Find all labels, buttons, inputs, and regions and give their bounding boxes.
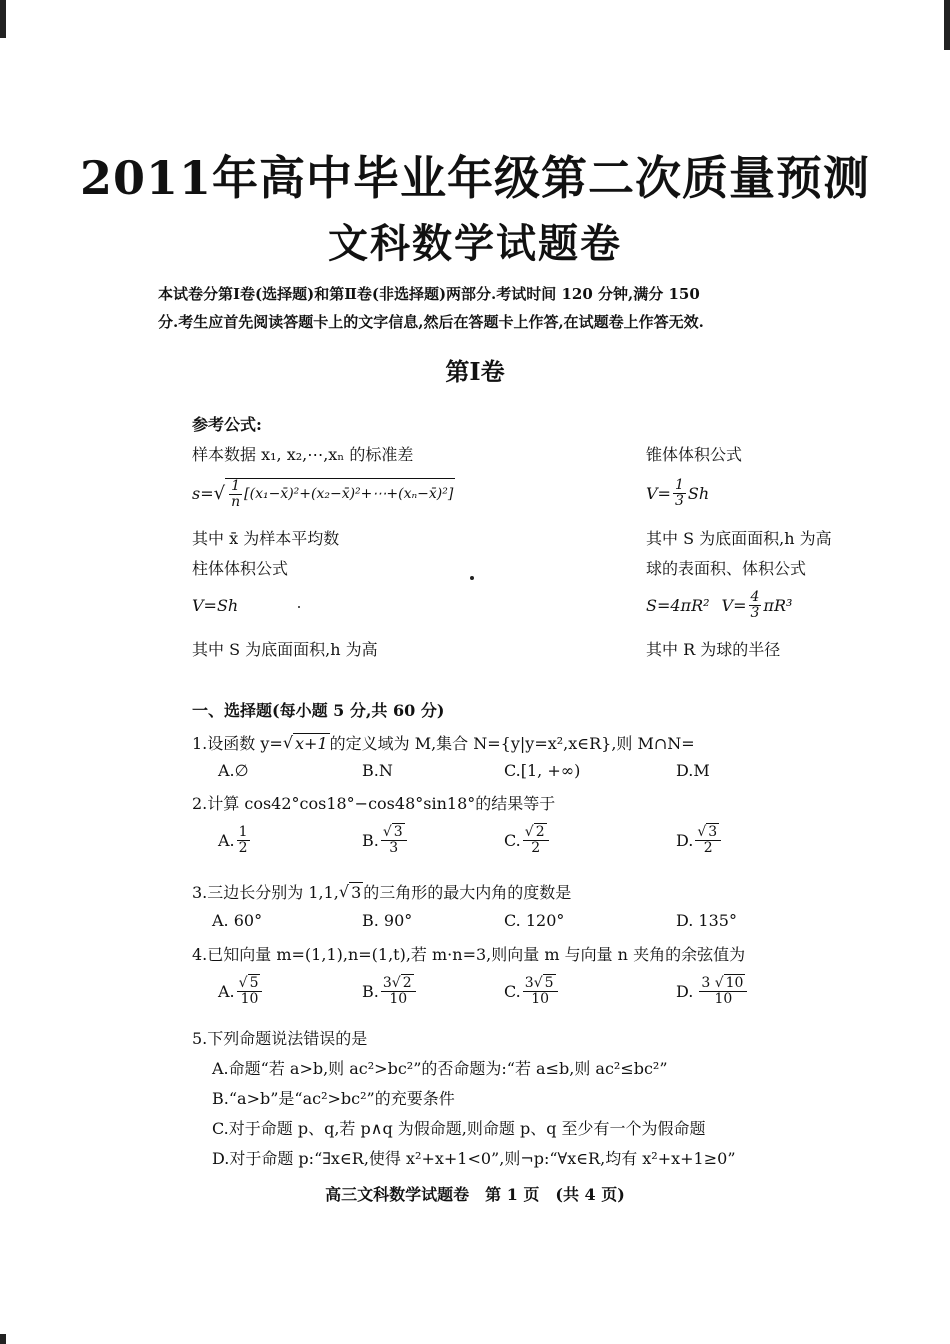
q2-option-c bbox=[504, 825, 551, 855]
scan-speck bbox=[470, 576, 474, 580]
q3-option-d: D. 135° bbox=[676, 911, 737, 930]
q4-option-d bbox=[676, 976, 749, 1006]
q2-d-fraction bbox=[695, 825, 721, 855]
sd-formula bbox=[192, 478, 455, 509]
q4-b-num: 2 bbox=[402, 975, 412, 991]
sd-lhs: s= bbox=[192, 484, 214, 504]
q2-d-label: D. bbox=[676, 830, 694, 850]
q2-b-num: 3 bbox=[393, 824, 403, 840]
q4-a-label: A. bbox=[218, 981, 235, 1001]
q2-c-fraction bbox=[523, 825, 549, 855]
radical-sign: √ bbox=[213, 483, 226, 505]
q2-a-den: 2 bbox=[238, 839, 248, 856]
q2-d-num: 3 bbox=[708, 824, 718, 840]
q4-d-label: D. bbox=[676, 981, 694, 1001]
q4-c-coef: 3 bbox=[524, 975, 534, 991]
q1-option-a: A.∅ bbox=[218, 761, 249, 780]
q3-option-b: B. 90° bbox=[362, 911, 413, 930]
cone-fraction bbox=[673, 478, 686, 508]
sphere-den: 3 bbox=[750, 604, 760, 621]
q2-b-label: B. bbox=[362, 830, 379, 850]
q2-b-num-wrap: √ 3 bbox=[381, 825, 407, 841]
q4-d-fraction bbox=[699, 976, 747, 1006]
cone-note: 其中 S 为底面面积,h 为高 bbox=[646, 529, 832, 548]
q2-c-label: C. bbox=[504, 830, 521, 850]
cone-label: 锥体体积公式 bbox=[646, 445, 743, 464]
q4-d-num: 10 bbox=[725, 975, 744, 991]
exam-subtitle: 文科数学试题卷 bbox=[328, 220, 622, 267]
q4-d-coef: 3 bbox=[701, 975, 711, 991]
sd-note: 其中 x̄ 为样本平均数 bbox=[192, 529, 340, 548]
cylinder-formula: V=Sh bbox=[192, 596, 239, 615]
sd-label: 样本数据 x₁, x₂,⋯,xₙ 的标准差 bbox=[192, 445, 414, 464]
cone-rhs: Sh bbox=[687, 483, 710, 503]
q2-a-label: A. bbox=[218, 830, 235, 850]
cone-den: 3 bbox=[674, 492, 684, 509]
q2-c-den: 2 bbox=[531, 839, 541, 856]
q2-option-a bbox=[218, 825, 252, 855]
sphere-note: 其中 R 为球的半径 bbox=[646, 640, 781, 659]
sphere-area: S=4πR² bbox=[646, 595, 710, 615]
cylinder-note: 其中 S 为底面面积,h 为高 bbox=[192, 640, 378, 659]
q3-stem-b: 的三角形的最大内角的度数是 bbox=[363, 883, 572, 902]
q4-a-fraction bbox=[237, 976, 263, 1006]
q2-b-den: 3 bbox=[389, 839, 399, 856]
q4-c-label: C. bbox=[504, 981, 521, 1001]
question-1-stem bbox=[192, 731, 695, 754]
q4-a-num-wrap: √ 5 bbox=[237, 976, 263, 992]
sphere-label: 球的表面积、体积公式 bbox=[646, 559, 807, 578]
q4-option-c bbox=[504, 976, 560, 1006]
q4-option-b bbox=[362, 976, 418, 1006]
cone-formula bbox=[646, 478, 709, 508]
q3-radicand: 3 bbox=[351, 882, 362, 902]
q5-option-a: A.命题“若 a>b,则 ac²>bc²”的否命题为:“若 a≤b,则 ac²≤bc²” bbox=[212, 1059, 668, 1078]
cylinder-label: 柱体体积公式 bbox=[192, 559, 289, 578]
sd-frac-num: 1 bbox=[231, 478, 241, 494]
section-heading: 一、选择题(每小题 5 分,共 60 分) bbox=[192, 701, 445, 720]
q1-option-c: C.[1, +∞) bbox=[504, 761, 581, 780]
sphere-formula bbox=[646, 590, 792, 620]
q4-a-num: 5 bbox=[249, 975, 259, 991]
q2-c-num: 2 bbox=[535, 824, 545, 840]
radical-sign: √ bbox=[338, 882, 350, 901]
q4-d-num-wrap: 3 √ 10 bbox=[699, 976, 747, 992]
q4-b-label: B. bbox=[362, 981, 379, 1001]
q5-option-b: B.“a>b”是“ac²>bc²”的充要条件 bbox=[212, 1089, 455, 1108]
q2-d-num-wrap: √ 3 bbox=[695, 825, 721, 841]
q4-a-den: 10 bbox=[240, 990, 259, 1007]
q2-option-d bbox=[676, 825, 723, 855]
q1-option-d: D.M bbox=[676, 761, 710, 780]
sd-radicand bbox=[225, 478, 455, 509]
q2-c-num-wrap: √ 2 bbox=[523, 825, 549, 841]
question-5-stem: 5.下列命题说法错误的是 bbox=[192, 1029, 368, 1048]
q5-option-c: C.对于命题 p、q,若 p∧q 为假命题,则命题 p、q 至少有一个为假命题 bbox=[212, 1119, 706, 1138]
scan-edge-mark bbox=[0, 1334, 6, 1344]
q2-a-fraction bbox=[237, 825, 250, 855]
q4-d-den: 10 bbox=[714, 990, 733, 1007]
q4-c-num: 5 bbox=[544, 975, 554, 991]
q5-option-d: D.对于命题 p:“∃x∈R,使得 x²+x+1<0”,则¬p:“∀x∈R,均有 x²+x+1≥0” bbox=[212, 1149, 736, 1168]
sd-fraction bbox=[229, 479, 242, 509]
q4-option-a bbox=[218, 976, 264, 1006]
radical-sign: √ bbox=[282, 733, 294, 752]
q4-c-num-wrap: 3√ 5 bbox=[523, 976, 558, 992]
sphere-vol-lhs: V= bbox=[721, 595, 747, 615]
q4-b-coef: 3 bbox=[382, 975, 392, 991]
q3-option-c: C. 120° bbox=[504, 911, 565, 930]
q4-b-den: 10 bbox=[389, 990, 408, 1007]
q1-radicand: x+1 bbox=[295, 733, 328, 753]
q1-stem-a: 1.设函数 y= bbox=[192, 734, 283, 753]
intro-line-2: 分.考生应首先阅读答题卡上的文字信息,然后在答题卡上作答,在试题卷上作答无效. bbox=[158, 313, 704, 331]
intro-line-1: 本试卷分第Ⅰ卷(选择题)和第Ⅱ卷(非选择题)两部分.考试时间 120 分钟,满分 150 bbox=[158, 285, 700, 303]
scan-edge-mark bbox=[0, 0, 6, 38]
cone-lhs: V= bbox=[646, 483, 671, 503]
sphere-fraction bbox=[749, 590, 762, 620]
question-4-stem: 4.已知向量 m=(1,1),n=(1,t),若 m·n=3,则向量 m 与向量 n 夹角的余弦值为 bbox=[192, 945, 746, 964]
cone-num: 1 bbox=[674, 477, 684, 493]
q2-b-fraction bbox=[381, 825, 407, 855]
sd-frac-den: n bbox=[231, 493, 241, 510]
q4-c-fraction bbox=[523, 976, 558, 1006]
sd-body: [(x₁−x̄)²+(x₂−x̄)²+⋯+(xₙ−x̄)²] bbox=[244, 486, 454, 503]
scan-edge-mark bbox=[944, 0, 950, 50]
sphere-num: 4 bbox=[750, 589, 760, 605]
q4-c-den: 10 bbox=[531, 990, 550, 1007]
q2-option-b bbox=[362, 825, 409, 855]
q2-d-den: 2 bbox=[703, 839, 713, 856]
q2-a-num: 1 bbox=[238, 824, 248, 840]
page-footer: 高三文科数学试题卷 第 1 页 (共 4 页) bbox=[325, 1185, 625, 1204]
q3-option-a: A. 60° bbox=[212, 911, 263, 930]
q1-stem-b: 的定义域为 M,集合 N={y|y=x²,x∈R},则 M∩N= bbox=[329, 734, 695, 753]
q1-option-b: B.N bbox=[362, 761, 393, 780]
exam-title: 2011年高中毕业年级第二次质量预测 bbox=[79, 151, 871, 205]
sphere-vol-rhs: πR³ bbox=[763, 595, 793, 615]
formula-heading: 参考公式: bbox=[192, 415, 262, 434]
q3-stem-a: 3.三边长分别为 1,1, bbox=[192, 883, 339, 902]
q4-b-fraction bbox=[381, 976, 416, 1006]
q4-b-num-wrap: 3√ 2 bbox=[381, 976, 416, 992]
question-3-stem bbox=[192, 880, 571, 903]
scan-speck bbox=[298, 606, 300, 608]
volume-title: 第Ⅰ卷 bbox=[445, 357, 505, 386]
question-2-stem: 2.计算 cos42°cos18°−cos48°sin18°的结果等于 bbox=[192, 794, 556, 813]
